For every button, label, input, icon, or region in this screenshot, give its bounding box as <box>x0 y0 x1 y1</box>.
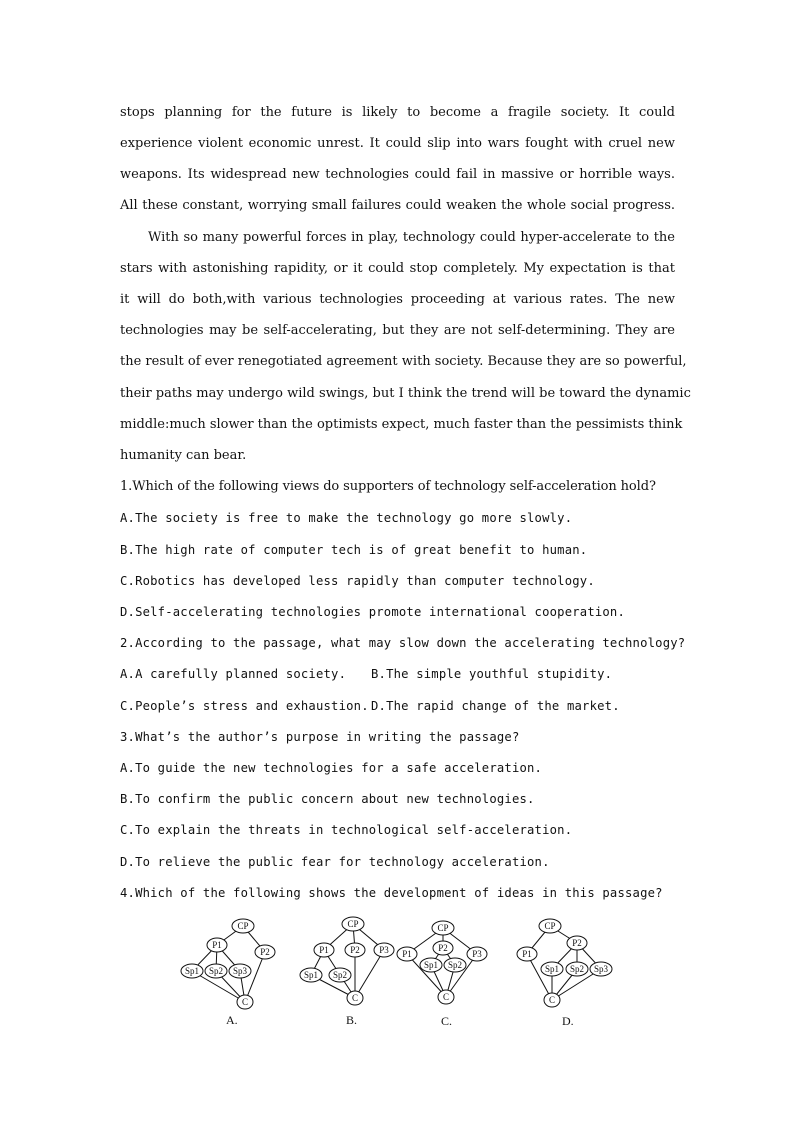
diagram-a-node-p1: P1 <box>212 940 222 950</box>
diagram-d-node-sp1: Sp1 <box>544 964 560 974</box>
diagram-a-node-sp1: Sp1 <box>184 966 200 976</box>
passage-line-8: technologies may be self-accelerating, but they are not self-determining. They are <box>120 323 675 338</box>
diagram-a-node-c: C <box>241 997 249 1007</box>
question-3-option-b[interactable]: B.To confirm the public concern about new technologies. <box>120 792 535 806</box>
diagram-b-node-p1: P1 <box>319 945 329 955</box>
diagram-c-node-c: C <box>442 992 450 1002</box>
diagram-a-node-sp3: Sp3 <box>232 966 248 976</box>
diagram-b-node-sp2: Sp2 <box>332 970 348 980</box>
passage-line-1: stops planning for the future is likely to become a fragile society. It could <box>120 105 675 120</box>
passage-line-4: All these constant, worrying small failures could weaken the whole social progress. <box>120 198 675 213</box>
diagram-b-node-c: C <box>351 993 359 1003</box>
diagram-d[interactable] <box>517 919 612 1007</box>
diagram-b-label[interactable]: B. <box>346 1013 358 1027</box>
diagram-b[interactable] <box>300 917 394 1005</box>
diagram-a-node-p2: P2 <box>260 947 270 957</box>
question-3-option-c[interactable]: C.To explain the threats in technological self-acceleration. <box>120 823 573 837</box>
passage-line-10: their paths may undergo wild swings, but I think the trend will be toward the dynamic <box>120 386 691 401</box>
diagram-c-node-sp1: Sp1 <box>423 960 439 970</box>
passage-line-3: weapons. Its widespread new technologies could fail in massive or horrible ways. <box>120 167 675 182</box>
diagram-c-node-cp: CP <box>437 923 449 933</box>
diagram-c-node-p3: P3 <box>472 949 482 959</box>
question-1-option-b[interactable]: B.The high rate of computer tech is of great benefit to human. <box>120 543 588 557</box>
diagram-a[interactable] <box>181 919 275 1009</box>
question-2-option-a[interactable]: A.A carefully planned society. <box>120 667 347 681</box>
question-2-option-c[interactable]: C.People’s stress and exhaustion. <box>120 699 369 713</box>
diagram-b-node-p3: P3 <box>379 945 389 955</box>
diagram-a-label[interactable]: A. <box>226 1013 238 1027</box>
question-1-option-d[interactable]: D.Self-accelerating technologies promote international cooperation. <box>120 605 626 619</box>
passage-line-2: experience violent economic unrest. It could slip into wars fought with cruel new <box>120 136 675 151</box>
diagram-c-node-p2: P2 <box>438 943 448 953</box>
diagram-d-node-sp3: Sp3 <box>593 964 609 974</box>
question-1-option-a[interactable]: A.The society is free to make the technology go more slowly. <box>120 511 573 525</box>
diagram-d-node-sp2: Sp2 <box>569 964 585 974</box>
diagram-c-label[interactable]: C. <box>441 1014 453 1028</box>
question-2-option-b[interactable]: B.The simple youthful stupidity. <box>371 667 613 681</box>
diagram-b-node-p2: P2 <box>350 945 360 955</box>
diagram-d-node-c: C <box>548 995 556 1005</box>
question-1-stem: 1.Which of the following views do supporters of technology self-acceleration hold? <box>120 479 656 494</box>
question-1-option-c[interactable]: C.Robotics has developed less rapidly than computer technology. <box>120 574 595 588</box>
question-2-option-d[interactable]: D.The rapid change of the market. <box>371 699 620 713</box>
passage-line-5: With so many powerful forces in play, technology could hyper-accelerate to the <box>148 230 675 245</box>
question-3-option-d[interactable]: D.To relieve the public fear for technology acceleration. <box>120 855 550 869</box>
passage-line-11: middle:much slower than the optimists expect, much faster than the pessimists think <box>120 417 683 432</box>
diagram-d-node-p2: P2 <box>572 938 582 948</box>
diagram-d-label[interactable]: D. <box>562 1014 574 1028</box>
question-2-stem: 2.According to the passage, what may slow down the accelerating technology? <box>120 636 686 650</box>
diagram-c[interactable] <box>397 921 487 1004</box>
diagram-d-node-p1: P1 <box>522 949 532 959</box>
question-3-stem: 3.What’s the author’s purpose in writing the passage? <box>120 730 520 744</box>
diagram-b-node-cp: CP <box>347 919 359 929</box>
passage-line-12: humanity can bear. <box>120 448 247 463</box>
passage-line-6: stars with astonishing rapidity, or it could stop completely. My expectation is that <box>120 261 675 276</box>
question-4-stem: 4.Which of the following shows the development of ideas in this passage? <box>120 886 663 900</box>
diagram-b-node-sp1: Sp1 <box>303 970 319 980</box>
question-3-option-a[interactable]: A.To guide the new technologies for a safe acceleration. <box>120 761 543 775</box>
passage-line-9: the result of ever renegotiated agreement with society. Because they are so powerful, <box>120 354 687 369</box>
diagram-c-node-sp2: Sp2 <box>447 960 463 970</box>
diagram-c-node-p1: P1 <box>402 949 412 959</box>
diagram-a-node-sp2: Sp2 <box>208 966 224 976</box>
passage-line-7: it will do both,with various technologies proceeding at various rates. The new <box>120 292 675 307</box>
structure-diagrams <box>0 910 794 1040</box>
diagram-d-node-cp: CP <box>544 921 556 931</box>
diagram-a-node-cp: CP <box>237 921 249 931</box>
